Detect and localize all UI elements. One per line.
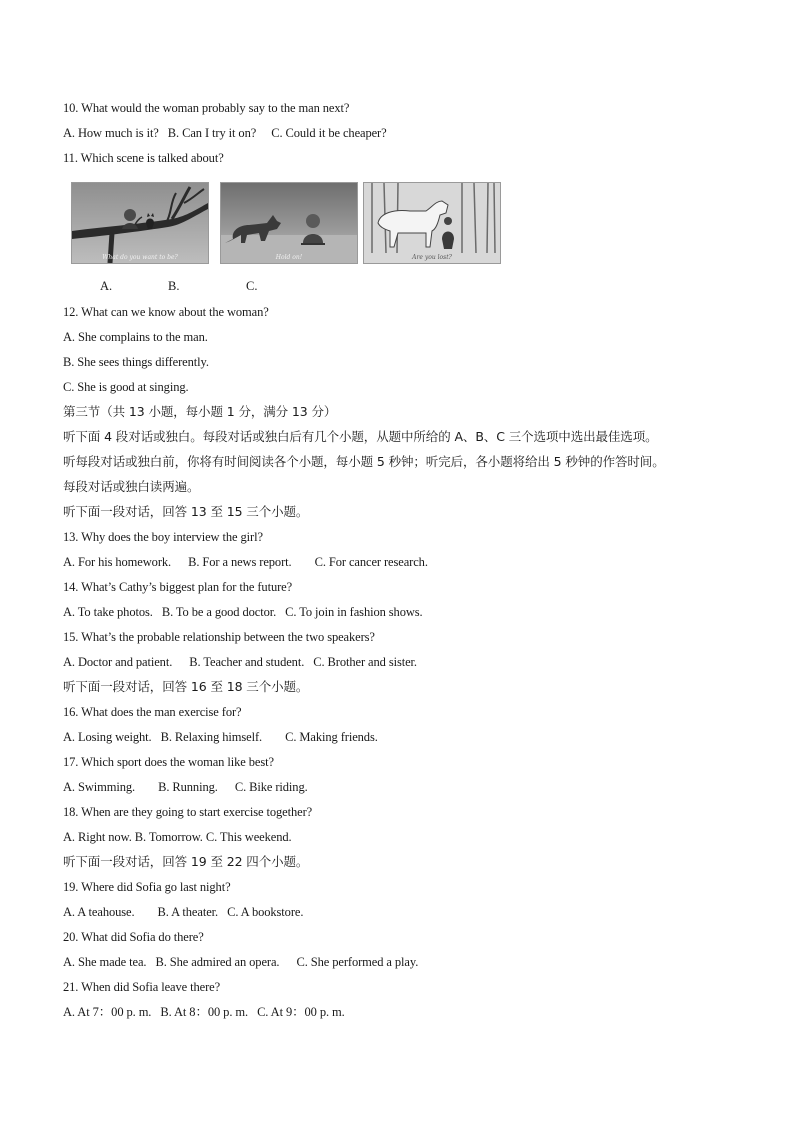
question-19-stem: 19. Where did Sofia go last night?	[63, 880, 231, 894]
option-c: C. Could it be cheaper?	[271, 126, 387, 140]
question-14-stem: 14. What’s Cathy’s biggest plan for the future?	[63, 580, 293, 594]
option-b: B. Running.	[158, 780, 218, 794]
section-heading: 第三节（共 13 小题，每小题 1 分，满分 13 分）	[63, 404, 337, 419]
option-a: A. Swimming.	[63, 780, 136, 794]
question-14-options	[63, 604, 423, 620]
option-a: A. At 7：00 p. m.	[63, 1005, 152, 1019]
question-10-options	[63, 125, 387, 141]
option-a: A. She complains to the man.	[63, 330, 208, 344]
option-b: B. Tomorrow.	[134, 830, 203, 844]
question-18-options	[63, 829, 292, 845]
image-label-a: A.	[100, 279, 113, 293]
option-a: A. Right now.	[63, 830, 132, 844]
fox-and-boy-image	[220, 182, 358, 264]
option-a: A. A teahouse.	[63, 905, 135, 919]
question-19-options	[63, 904, 303, 920]
option-a: A. Losing weight.	[63, 730, 152, 744]
section-instructions: 听下面 4 段对话或独白。每段对话或独白后有几个小题，从题中所给的 A、B、C 三个选项中选出最佳选项。	[63, 429, 658, 444]
image-caption: Hold on!	[275, 254, 303, 261]
option-b: B. Relaxing himself.	[160, 730, 263, 744]
option-a: A. To take photos.	[63, 605, 153, 619]
question-18-stem: 18. When are they going to start exercise together?	[63, 805, 313, 819]
option-c: C. Bike riding.	[234, 780, 308, 794]
group-intro: 听下面一段对话，回答 16 至 18 三个小题。	[63, 679, 309, 694]
boy-on-tree-branch-image	[71, 182, 209, 264]
option-a: A. Doctor and patient.	[63, 655, 173, 669]
option-c: C. This weekend.	[205, 830, 292, 844]
option-c: C. A bookstore.	[227, 905, 304, 919]
option-b: B. For a news report.	[188, 555, 292, 569]
option-b: B. Teacher and student.	[189, 655, 305, 669]
option-c: C. Brother and sister.	[313, 655, 417, 669]
option-a: A. How much is it?	[63, 126, 159, 140]
image-label-b: B.	[168, 279, 180, 293]
option-b: B. She admired an opera.	[155, 955, 280, 969]
option-c: C. For cancer research.	[314, 555, 428, 569]
question-20-options	[63, 954, 418, 970]
horse-and-boy-image	[363, 182, 501, 264]
question-16-stem: 16. What does the man exercise for?	[63, 705, 242, 719]
option-b: B. Can I try it on?	[167, 126, 257, 140]
option-c: C. She is good at singing.	[63, 380, 189, 394]
group-intro: 听下面一段对话，回答 19 至 22 四个小题。	[63, 854, 309, 869]
option-b: B. To be a good doctor.	[161, 605, 277, 619]
question-21-options	[63, 1004, 345, 1020]
question-17-options	[63, 779, 308, 795]
image-caption: Are you lost?	[412, 254, 452, 261]
option-c: C. To join in fashion shows.	[285, 605, 423, 619]
question-15-options	[63, 654, 417, 670]
question-13-stem: 13. Why does the boy interview the girl?	[63, 530, 263, 544]
question-12-stem: 12. What can we know about the woman?	[63, 305, 269, 319]
option-c: C. She performed a play.	[296, 955, 419, 969]
image-caption: What do you want to be?	[102, 254, 178, 261]
question-16-options	[63, 729, 378, 745]
question-20-stem: 20. What did Sofia do there?	[63, 930, 204, 944]
option-a: A. She made tea.	[63, 955, 147, 969]
question-17-stem: 17. Which sport does the woman like best?	[63, 755, 274, 769]
question-21-stem: 21. When did Sofia leave there?	[63, 980, 221, 994]
image-label-c: C.	[246, 279, 258, 293]
question-13-options	[63, 554, 428, 570]
option-b: B. A theater.	[157, 905, 219, 919]
group-intro: 听下面一段对话，回答 13 至 15 三个小题。	[63, 504, 309, 519]
option-a: A. For his homework.	[63, 555, 172, 569]
option-c: C. Making friends.	[285, 730, 378, 744]
option-b: B. She sees things differently.	[63, 355, 209, 369]
question-15-stem: 15. What’s the probable relationship between the two speakers?	[63, 630, 375, 644]
section-instructions: 听每段对话或独白前，你将有时间阅读各个小题，每小题 5 秒钟；听完后，各小题将给出 5 秒钟的作答时间。	[63, 454, 665, 469]
option-c: C. At 9：00 p. m.	[257, 1005, 345, 1019]
question-11-stem: 11. Which scene is talked about?	[63, 151, 224, 165]
section-instructions: 每段对话或独白读两遍。	[63, 479, 200, 494]
question-10-stem: 10. What would the woman probably say to the man next?	[63, 101, 350, 115]
option-b: B. At 8：00 p. m.	[160, 1005, 249, 1019]
